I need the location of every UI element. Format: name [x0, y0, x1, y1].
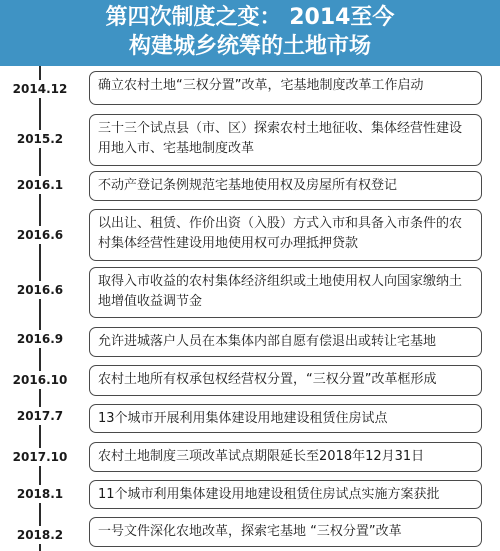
- timeline-event: 不动产登记条例规范宅基地使用权及房屋所有权登记: [89, 171, 482, 201]
- timeline-date: 2017.7: [0, 407, 80, 425]
- timeline-event: 三十三个试点县（市、区）探索农村土地征收、集体经营性建设用地入市、宅基地制度改革: [89, 114, 482, 166]
- timeline-event: 一号文件深化农地改革，探索宅基地 “三权分置”改革: [89, 517, 482, 547]
- timeline-date: 2014.12: [0, 80, 80, 98]
- timeline-date: 2017.10: [0, 448, 80, 466]
- timeline-date: 2018.2: [0, 526, 80, 544]
- timeline-event: 允许进城落户人员在本集体内部自愿有偿退出或转让宅基地: [89, 327, 482, 357]
- timeline-event: 确立农村土地“三权分置”改革，宅基地制度改革工作启动: [89, 71, 482, 105]
- timeline-date: 2015.2: [0, 130, 80, 148]
- timeline-date: 2016.6: [0, 281, 80, 299]
- timeline-date: 2018.1: [0, 485, 80, 503]
- title-banner: [0, 0, 500, 66]
- timeline-event: 13个城市开展利用集体建设用地建设租赁住房试点: [89, 404, 482, 433]
- timeline-event: 农村土地制度三项改革试点期限延长至2018年12月31日: [89, 442, 482, 472]
- timeline-date: 2016.6: [0, 226, 80, 244]
- page-title: 第四次制度之变： 2014至今: [105, 5, 395, 30]
- timeline-event: 以出让、租赁、作价出资（入股）方式入市和具备入市条件的农村集体经营性建设用地使用权可办理抵押贷款: [89, 209, 482, 261]
- timeline-event: 取得入市收益的农村集体经济组织或土地使用权人向国家缴纳土地增值收益调节金: [89, 267, 482, 318]
- timeline-event: 农村土地所有权承包权经营权分置，“三权分置”改革框形成: [89, 365, 482, 396]
- timeline-date: 2016.9: [0, 330, 80, 348]
- timeline-date: 2016.10: [0, 371, 80, 389]
- timeline-event: 11个城市利用集体建设用地建设租赁住房试点实施方案获批: [89, 480, 482, 509]
- timeline-date: 2016.1: [0, 176, 80, 194]
- page-subtitle: 构建城乡统筹的土地市场: [128, 34, 371, 59]
